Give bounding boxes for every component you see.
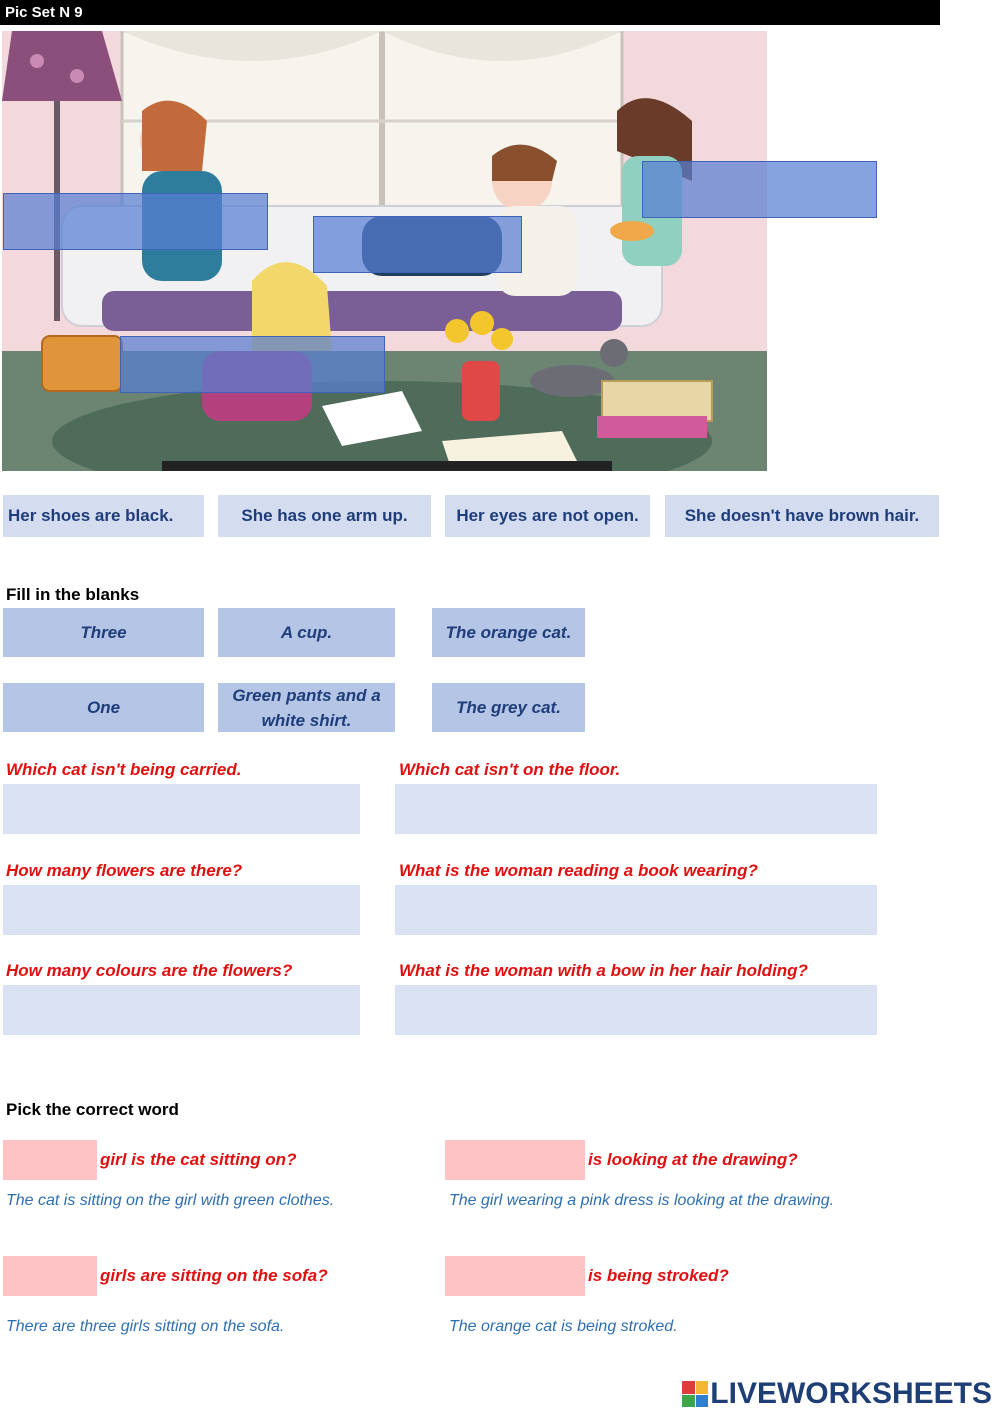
answer-box-5[interactable] [3, 985, 360, 1035]
choice-tile-three[interactable] [3, 608, 204, 657]
answer-box-6[interactable] [395, 985, 877, 1035]
drop-zone-3[interactable] [642, 161, 877, 218]
pick-select-4[interactable] [445, 1256, 585, 1296]
choice-tile-grey-cat[interactable] [432, 683, 585, 732]
answer-box-1[interactable] [3, 784, 360, 834]
pick-question-3: girls are sitting on the sofa? [100, 1266, 328, 1285]
statement-text: Her eyes are not open. [456, 506, 639, 525]
pick-answer-3: There are three girls sitting on the sofa. [6, 1318, 285, 1335]
choice-tile-orange-cat[interactable] [432, 608, 585, 657]
pick-select-2[interactable] [445, 1140, 585, 1180]
choice-text: The orange cat. [445, 623, 572, 642]
choice-text: Three [80, 623, 127, 642]
fill-section-title: Fill in the blanks [6, 585, 140, 604]
statement-tile-3[interactable] [445, 495, 650, 537]
choice-tile-a-cup[interactable] [218, 608, 395, 657]
liveworksheets-logo [682, 1376, 992, 1412]
statement-text: Her shoes are black. [8, 506, 174, 525]
drop-zone-2[interactable] [313, 216, 522, 273]
drop-zone-4[interactable] [120, 336, 385, 393]
statement-text: She doesn't have brown hair. [684, 506, 920, 525]
statement-tile-2[interactable] [218, 495, 431, 537]
pick-answer-4: The orange cat is being stroked. [449, 1318, 678, 1335]
statement-tile-1[interactable] [3, 495, 204, 537]
pick-answer-2: The girl wearing a pink dress is looking at the drawing. [449, 1192, 835, 1209]
pick-question-1: girl is the cat sitting on? [100, 1150, 297, 1169]
question-3: How many flowers are there? [6, 861, 243, 880]
answer-box-3[interactable] [3, 885, 360, 935]
question-1: Which cat isn't being carried. [6, 760, 242, 779]
pick-select-1[interactable] [3, 1140, 97, 1180]
question-2: Which cat isn't on the floor. [399, 760, 621, 779]
pick-select-3[interactable] [3, 1256, 97, 1296]
pick-answer-1: The cat is sitting on the girl with green clothes. [6, 1192, 335, 1209]
page-header [0, 0, 940, 25]
drop-zone-1[interactable] [3, 193, 268, 250]
logo-mark-icon [682, 1381, 708, 1407]
pick-question-2: is looking at the drawing? [588, 1150, 798, 1169]
pick-question-4: is being stroked? [588, 1266, 729, 1285]
logo-text: LIVEWORKSHEETS [710, 1377, 992, 1410]
answer-box-4[interactable] [395, 885, 877, 935]
answer-box-2[interactable] [395, 784, 877, 834]
choice-tile-green-pants[interactable] [218, 683, 395, 732]
choice-text: One [86, 698, 121, 717]
question-6: What is the woman with a bow in her hair holding? [399, 961, 808, 980]
pick-section-title: Pick the correct word [6, 1100, 179, 1119]
choice-tile-one[interactable] [3, 683, 204, 732]
choice-text: The grey cat. [456, 698, 561, 717]
page-title: Pic Set N 9 [5, 4, 83, 21]
choice-text: A cup. [280, 623, 333, 642]
question-4: What is the woman reading a book wearing? [399, 861, 758, 880]
question-5: How many colours are the flowers? [6, 961, 293, 980]
statement-text: She has one arm up. [241, 506, 408, 525]
choice-text: Green pants and a white shirt. [232, 685, 381, 730]
statement-tile-4[interactable] [665, 495, 939, 537]
